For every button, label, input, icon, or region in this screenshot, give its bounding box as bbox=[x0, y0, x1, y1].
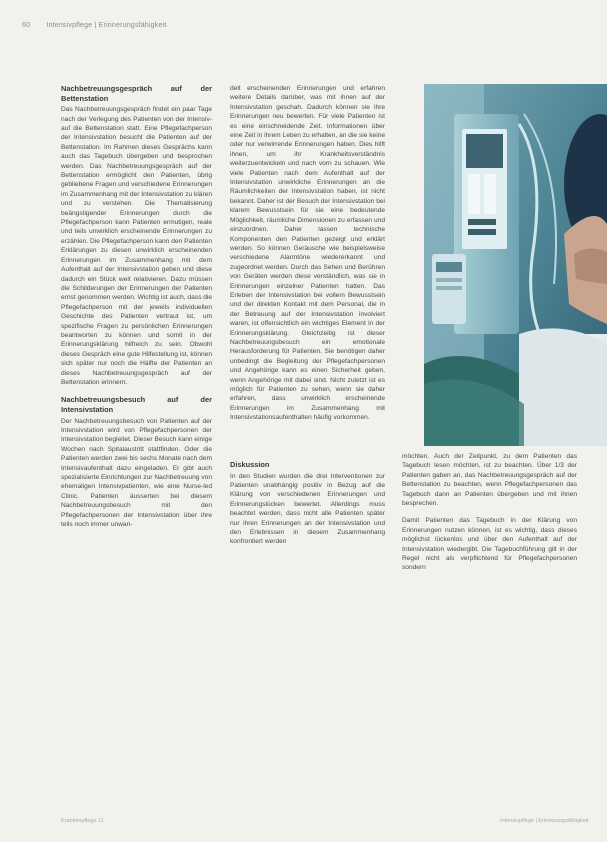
footer-left: Krankenpflege 11 bbox=[61, 818, 104, 824]
section-heading: Diskussion bbox=[230, 460, 270, 469]
column-middle bbox=[230, 84, 385, 431]
footer-right: Intensivpflege | Erinnerungsfähigkeit bbox=[500, 818, 589, 824]
body-paragraph: möchten. Auch der Zeitpunkt, zu dem Patienten das Tagebuch lesen möchten, ist zu beachten. Über 1/3 der Patienten gaben an, das Nachbetreuungsgespräch auf der Bettenstation zu beachten, wenn Pflegefachpersonen das Tagebuch dann an Patienten übergeben und mit ihnen besprechen. bbox=[402, 453, 577, 508]
running-header bbox=[22, 22, 166, 29]
icu-photo bbox=[424, 84, 607, 446]
column-right bbox=[402, 452, 577, 581]
section-heading: Nachbetreuungsbesuch auf der Intensivstation bbox=[61, 395, 212, 414]
body-paragraph: Damit Patienten das Tagebuch in der Klärung von Erinnerungen nutzen können, ist es wichtig, dass dieses möglichst lückenlos und über den Aufenthalt auf der Intensivstation wiedergibt. Die Tagebuchführung gilt in der Regel nicht als verpflichtend für Pflegefachpersonen sondern bbox=[402, 517, 577, 572]
section-heading: Nachbetreuungsgespräch auf der Bettenstation bbox=[61, 84, 212, 103]
body-paragraph: delt erscheinenden Erinnerungen und erfahren weitere Details darüber, was mit ihnen auf der Intensivstation geschah. Dadurch können sie ihre Erinnerungen neu bewerten. Für viele Patienten ist es eine einschneidende Zeit. Informationen über eine Zeit in ihrem Leben zu erhalten, an die sie keine oder nur verwirrende Erinnerungen haben. Dies hilft ihnen, um ihr Krankheitsverständnis weiterzuentwickeln und nach vorn zu schauen. Wie viele Patienten nach dem Aufenthalt auf der Intensivstation unwirkliche Erinnerungen an die Räumlichkeiten der Intensivstation haben, ist nicht bekannt. Daher ist der Besuch der Intensivstation bei klarem Bewusstsein für sie eine bedeutende Möglichkeit, räumliche Dimensionen zu erfassen und einzuordnen. Daher lassen technische Komponenten den Patienten gezeigt und erklärt werden. So können Geräusche wie beispielsweise verschiedene Alarmtöne wiedererkannt und zugeordnet werden. Durch das Sehen und Berühren von Geräten werden diese verständlich, was sie in Erinnerungen einzelner Patienten hatten. Das Erleben der Intensivstation bei vollem Bewusstsein und der direkten Kontakt mit dem Personal, die in der Betreuung auf der Intensivstation involviert waren, ist offensichtlich ein wichtiges Element in der Erinnerungsklärung. Gleichzeitig ist dieser Nachbetreuungsbesuch ein emotionale Herausforderung für Patienten. Sie benötigen daher unbedingt die Begleitung der Pflegefachpersonen und Angehörige kann es einen Sicherheit geben, wenn Angehörige mit dabei sind. Nicht zuletzt ist es möglich für Patienten zu sehen, wenn sie daher erfahren, dass unwirklich erscheinende Erinnerungen im Zusammenhang mit Intensivstationsaufenthalten häufig vorkommen. bbox=[230, 85, 385, 422]
running-title: Intensivpflege | Erinnerungsfähigkeit bbox=[46, 22, 167, 29]
body-paragraph: Das Nachbetreuungsgespräch findet ein paar Tage nach der Verlegung des Patienten von der Intensiv- auf die Bettenstation statt. Eine Pflegefachperson der Intensivstation besucht die Patienten auf der Bettenstation. Im Rahmen dieses Gesprächs kann auch das Tagebuch übergeben und besprochen werden. Das Nachbetreuungsgespräch auf der Bettenstation ermöglicht den Patienten, übrig gebliebene Fragen und verschiedene Erinnerungen im Zusammenhang mit der Intensivstation zu klären und zu verstehen. Die Thematisierung beängstigender Erinnerungen durch die Pflegefachperson kann Patienten ermutigen, reale und teils unwirklich erscheinende Erinnerungen zu erzählen. Die Pflegefachperson kann den Patienten Erklärungen zu diesen unwirklich erscheinenden Erinnerungen im Zusammenhang mit dem Aufenthalt auf der Intensivstation geben und diese dadurch ein Stück weit relativieren. Dazu müssen die Schilderungen der Erinnerungen der Patienten ernst genommen werden. Wichtig ist auch, dass die Pflegefachperson mit der jeweils individuellen Geschichte des Patienten vertraut ist, um spezifische Fragen zu persönlichen Erinnerungen beantworten zu können und somit in der Erinnerungsklärung hilfreich zu sein. Obwohl dieses Gespräch eine gute Hilfestellung ist, können sich später nur noch die Hälfte der Patienten an dieses Nachbetreuungsgespräch auf der Bettenstation erinnern. bbox=[61, 106, 212, 386]
column-middle-lower bbox=[230, 460, 385, 555]
column-left bbox=[61, 84, 212, 537]
body-paragraph: Der Nachbetreuungsbesuch von Patienten auf der Intensivstation wird von Pflegefachpersonen der Intensivstation begleitet. Dieser Besuch kann einige Wochen nach Spitalaustritt stattfinden. Oder die Patienten werden zwei bis sechs Monate nach dem Intensivaufenthalt dazu eingeladen. Er gibt auch spezialisierte Einrichtungen zur Nachbetreuung von ehemaligen Intensivpatienten, wie eine Nurse-led Clinic. Patienten äusserten bei diesem Nachbetreuungsbesuch mit den Pflegefachpersonen der Intensivstation über ihre teils noch immer unwan- bbox=[61, 417, 213, 529]
page-number: 60 bbox=[22, 22, 31, 29]
body-paragraph: In den Studien wurden die drei Interventionen zur Patienten unabhängig positiv in Bezug auf die Klärung von verschiedenen Erinnerungen und Erinnerungslücken bewertet. Allerdings muss beachtet werden, dass nicht alle Patienten später nur ihren Erinnerungen an der Intensivstation und den Erlebnissen in diesem Zusammenhang konfrontiert werden bbox=[230, 472, 385, 546]
